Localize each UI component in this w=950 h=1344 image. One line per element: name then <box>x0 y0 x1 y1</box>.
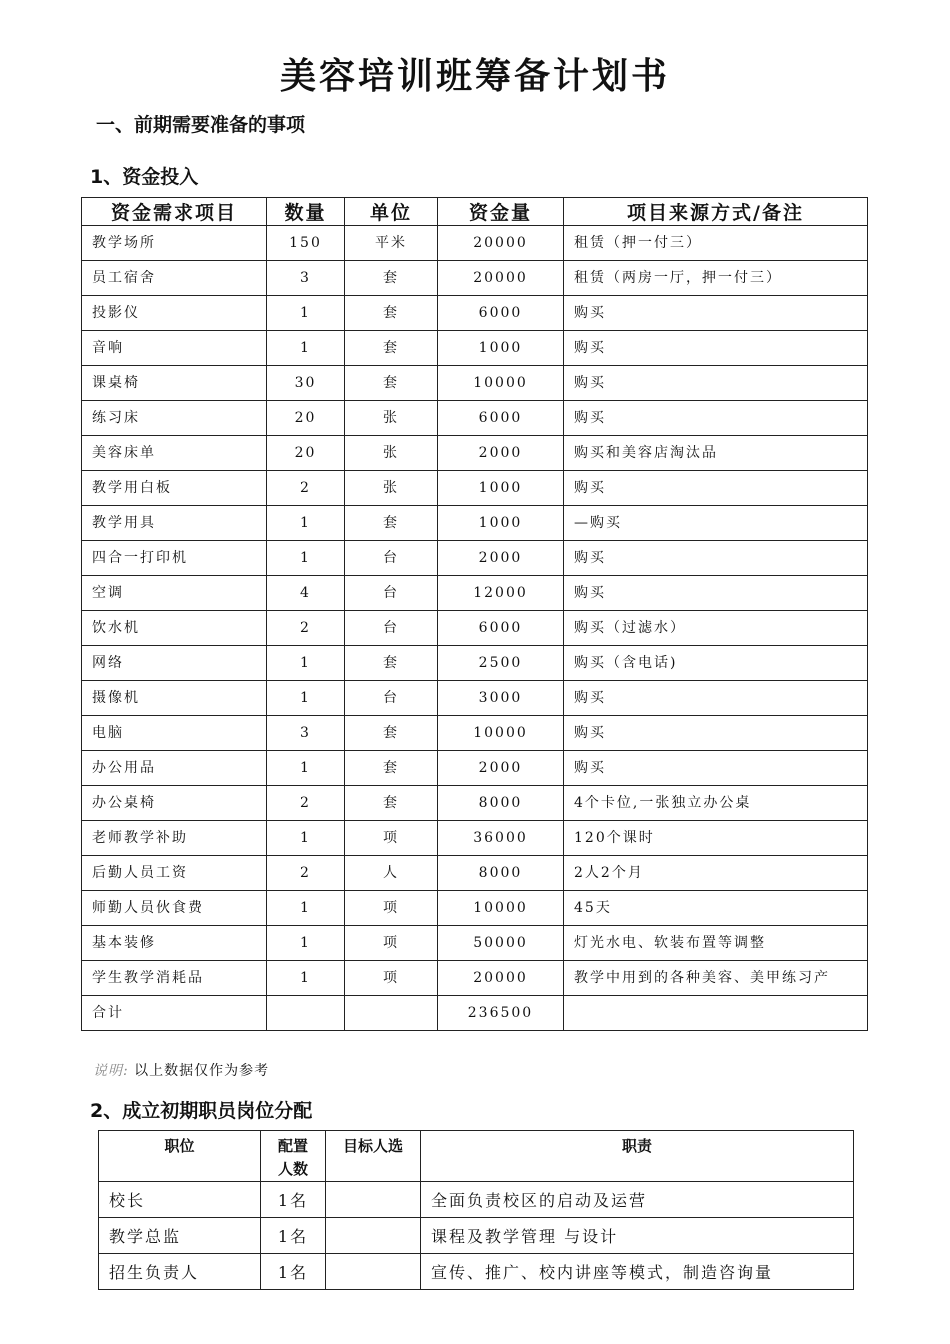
cell-note: 购买和美容店淘汰品 <box>564 436 868 471</box>
table-row <box>82 401 868 436</box>
cell-note: 购买 <box>564 541 868 576</box>
cell-amount: 2500 <box>438 646 564 681</box>
cell-quantity: 1 <box>267 751 345 786</box>
cell-item: 练习床 <box>82 401 267 436</box>
funding-table <box>81 197 868 1031</box>
cell-position: 校长 <box>99 1182 261 1218</box>
cell-note: 4个卡位,一张独立办公桌 <box>564 786 868 821</box>
note-text: 以上数据仅作为参考 <box>134 1063 270 1079</box>
cell-quantity: 2 <box>267 471 345 506</box>
cell-unit: 套 <box>345 786 438 821</box>
cell-unit: 台 <box>345 576 438 611</box>
header-duties: 职责 <box>421 1131 854 1182</box>
cell-amount: 6000 <box>438 611 564 646</box>
table-row <box>82 786 868 821</box>
cell-unit: 项 <box>345 821 438 856</box>
cell-item: 基本装修 <box>82 926 267 961</box>
header-headcount-line2: 人数 <box>277 1160 308 1178</box>
cell-amount: 2000 <box>438 541 564 576</box>
cell-item: 摄像机 <box>82 681 267 716</box>
header-amount: 资金量 <box>438 198 564 226</box>
cell-note: 购买 <box>564 751 868 786</box>
header-candidate: 目标人选 <box>326 1131 421 1182</box>
cell-item: 网络 <box>82 646 267 681</box>
cell-note: 120个课时 <box>564 821 868 856</box>
cell-amount: 20000 <box>438 226 564 261</box>
header-quantity: 数量 <box>267 198 345 226</box>
cell-item: 办公用品 <box>82 751 267 786</box>
cell-item: 电脑 <box>82 716 267 751</box>
table-row <box>82 996 868 1031</box>
table-row <box>82 576 868 611</box>
header-headcount-line1: 配置 <box>277 1137 308 1155</box>
table-row <box>82 646 868 681</box>
cell-unit: 套 <box>345 331 438 366</box>
cell-unit: 张 <box>345 401 438 436</box>
cell-note: 45天 <box>564 891 868 926</box>
cell-amount: 10000 <box>438 716 564 751</box>
cell-quantity: 1 <box>267 331 345 366</box>
cell-amount: 8000 <box>438 856 564 891</box>
cell-note: 购买 <box>564 681 868 716</box>
table-row <box>82 541 868 576</box>
cell-unit: 套 <box>345 716 438 751</box>
cell-unit: 项 <box>345 926 438 961</box>
cell-amount: 236500 <box>438 996 564 1031</box>
cell-quantity: 30 <box>267 366 345 401</box>
cell-amount: 3000 <box>438 681 564 716</box>
cell-quantity: 1 <box>267 506 345 541</box>
cell-note: 租赁（押一付三） <box>564 226 868 261</box>
header-position: 职位 <box>99 1131 261 1182</box>
cell-unit: 张 <box>345 471 438 506</box>
cell-item: 老师教学补助 <box>82 821 267 856</box>
cell-quantity: 2 <box>267 786 345 821</box>
funding-table-header <box>82 198 868 226</box>
cell-item: 教学用白板 <box>82 471 267 506</box>
cell-quantity: 150 <box>267 226 345 261</box>
cell-unit: 台 <box>345 611 438 646</box>
cell-item: 合计 <box>82 996 267 1031</box>
cell-amount: 20000 <box>438 961 564 996</box>
cell-amount: 1000 <box>438 331 564 366</box>
cell-note <box>564 996 868 1031</box>
cell-note: 购买 <box>564 471 868 506</box>
cell-item: 课桌椅 <box>82 366 267 401</box>
cell-quantity: 1 <box>267 891 345 926</box>
table-row <box>82 506 868 541</box>
cell-unit: 套 <box>345 366 438 401</box>
cell-unit: 套 <box>345 296 438 331</box>
cell-unit: 套 <box>345 646 438 681</box>
cell-quantity: 1 <box>267 296 345 331</box>
cell-note: 购买（含电话) <box>564 646 868 681</box>
cell-quantity: 1 <box>267 681 345 716</box>
cell-note: 购买（过滤水） <box>564 611 868 646</box>
cell-amount: 2000 <box>438 751 564 786</box>
cell-item: 办公桌椅 <box>82 786 267 821</box>
cell-amount: 12000 <box>438 576 564 611</box>
cell-item: 美容床单 <box>82 436 267 471</box>
cell-headcount: 1名 <box>261 1254 326 1290</box>
cell-item: 师勤人员伙食费 <box>82 891 267 926</box>
cell-unit: 台 <box>345 541 438 576</box>
cell-note: 购买 <box>564 331 868 366</box>
table-row <box>82 611 868 646</box>
table-row <box>82 961 868 996</box>
cell-headcount: 1名 <box>261 1218 326 1254</box>
cell-item: 饮水机 <box>82 611 267 646</box>
cell-item: 投影仪 <box>82 296 267 331</box>
cell-amount: 1000 <box>438 471 564 506</box>
cell-unit: 套 <box>345 261 438 296</box>
cell-quantity: 1 <box>267 926 345 961</box>
cell-unit <box>345 996 438 1031</box>
header-unit: 单位 <box>345 198 438 226</box>
cell-unit: 平米 <box>345 226 438 261</box>
cell-note: 租赁（两房一厅，押一付三） <box>564 261 868 296</box>
staff-table <box>98 1130 854 1290</box>
cell-item: 四合一打印机 <box>82 541 267 576</box>
cell-amount: 1000 <box>438 506 564 541</box>
section-heading-preparation: 一、前期需要准备的事项 <box>96 114 306 136</box>
cell-quantity: 2 <box>267 856 345 891</box>
cell-position: 教学总监 <box>99 1218 261 1254</box>
cell-quantity: 1 <box>267 961 345 996</box>
cell-unit: 张 <box>345 436 438 471</box>
table-row <box>82 926 868 961</box>
header-headcount <box>261 1131 326 1182</box>
cell-quantity: 4 <box>267 576 345 611</box>
cell-quantity: 1 <box>267 646 345 681</box>
header-source-note: 项目来源方式/备注 <box>564 198 868 226</box>
cell-unit: 人 <box>345 856 438 891</box>
cell-candidate <box>326 1182 421 1218</box>
cell-quantity: 3 <box>267 716 345 751</box>
cell-quantity: 20 <box>267 436 345 471</box>
cell-quantity <box>267 996 345 1031</box>
cell-note: —购买 <box>564 506 868 541</box>
cell-headcount: 1名 <box>261 1182 326 1218</box>
table-row <box>82 716 868 751</box>
cell-amount: 10000 <box>438 366 564 401</box>
table-row <box>82 471 868 506</box>
table-row <box>82 751 868 786</box>
cell-amount: 8000 <box>438 786 564 821</box>
cell-item: 教学用具 <box>82 506 267 541</box>
cell-note: 购买 <box>564 366 868 401</box>
cell-note: 购买 <box>564 401 868 436</box>
cell-amount: 50000 <box>438 926 564 961</box>
cell-amount: 36000 <box>438 821 564 856</box>
cell-duties: 全面负责校区的启动及运营 <box>421 1182 854 1218</box>
cell-note: 购买 <box>564 296 868 331</box>
cell-item: 学生教学消耗品 <box>82 961 267 996</box>
cell-quantity: 3 <box>267 261 345 296</box>
table-row <box>82 296 868 331</box>
cell-item: 后勤人员工资 <box>82 856 267 891</box>
table-note <box>93 1060 269 1080</box>
cell-item: 员工宿舍 <box>82 261 267 296</box>
cell-note: 购买 <box>564 716 868 751</box>
cell-unit: 项 <box>345 961 438 996</box>
cell-candidate <box>326 1254 421 1290</box>
cell-duties: 课程及教学管理 与设计 <box>421 1218 854 1254</box>
table-row <box>99 1254 854 1290</box>
cell-quantity: 20 <box>267 401 345 436</box>
table-row <box>82 856 868 891</box>
cell-amount: 2000 <box>438 436 564 471</box>
cell-amount: 6000 <box>438 296 564 331</box>
table-row <box>82 821 868 856</box>
cell-item: 音响 <box>82 331 267 366</box>
cell-note: 灯光水电、软装布置等调整 <box>564 926 868 961</box>
cell-quantity: 1 <box>267 541 345 576</box>
cell-candidate <box>326 1218 421 1254</box>
cell-amount: 20000 <box>438 261 564 296</box>
table-row <box>82 226 868 261</box>
table-row <box>82 681 868 716</box>
cell-item: 空调 <box>82 576 267 611</box>
cell-unit: 套 <box>345 506 438 541</box>
table-row <box>82 891 868 926</box>
cell-position: 招生负责人 <box>99 1254 261 1290</box>
header-item: 资金需求项目 <box>82 198 267 226</box>
cell-note: 购买 <box>564 576 868 611</box>
staff-table-header <box>99 1131 854 1182</box>
cell-unit: 套 <box>345 751 438 786</box>
table-row <box>99 1218 854 1254</box>
cell-quantity: 1 <box>267 821 345 856</box>
table-row <box>99 1182 854 1218</box>
cell-quantity: 2 <box>267 611 345 646</box>
table-row <box>82 436 868 471</box>
note-label: 说明: <box>93 1063 129 1079</box>
cell-duties: 宣传、推广、校内讲座等模式，制造咨询量 <box>421 1254 854 1290</box>
table-row <box>82 331 868 366</box>
table-row <box>82 366 868 401</box>
document-title: 美容培训班筹备计划书 <box>279 56 670 97</box>
cell-note: 2人2个月 <box>564 856 868 891</box>
cell-note: 教学中用到的各种美容、美甲练习产 <box>564 961 868 996</box>
subheading-staff: 2、成立初期职员岗位分配 <box>90 1100 313 1122</box>
cell-amount: 10000 <box>438 891 564 926</box>
subheading-funding: 1、资金投入 <box>90 166 199 188</box>
cell-unit: 台 <box>345 681 438 716</box>
cell-item: 教学场所 <box>82 226 267 261</box>
cell-unit: 项 <box>345 891 438 926</box>
table-row <box>82 261 868 296</box>
cell-amount: 6000 <box>438 401 564 436</box>
